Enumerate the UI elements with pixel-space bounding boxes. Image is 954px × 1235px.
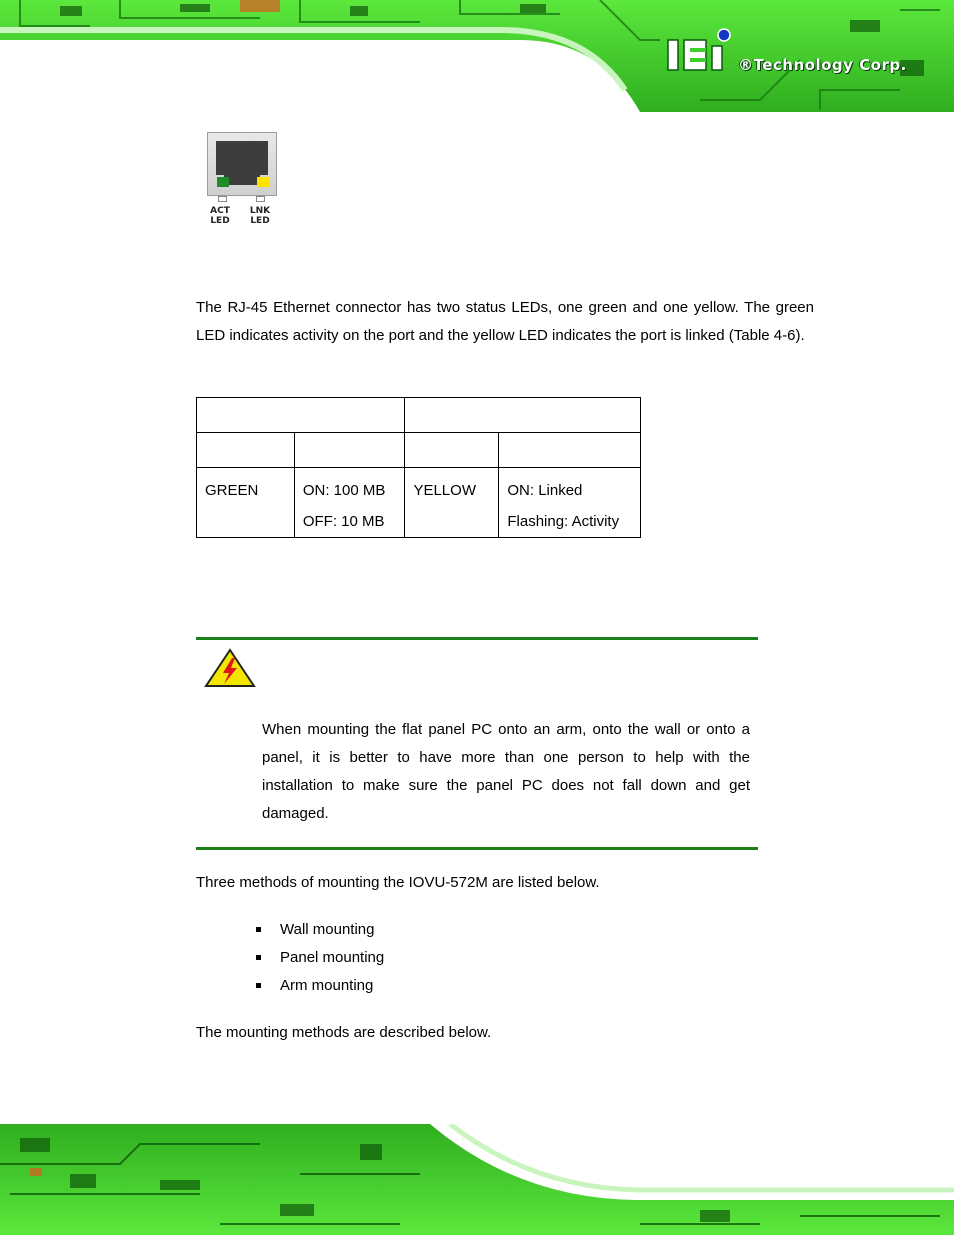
iei-logo-mark-icon bbox=[664, 26, 734, 76]
yellow-led-status-cell: ON: Linked Flashing: Activity bbox=[499, 468, 641, 538]
footer-circuit-graphic bbox=[0, 1124, 954, 1235]
bullet-icon bbox=[256, 983, 261, 988]
intro-paragraph: The RJ-45 Ethernet connector has two status LEDs, one green and one yellow. The green LED indicates activity on the port and the yellow LED indicates the port is linked (Table 4-6). bbox=[196, 299, 814, 344]
header-banner bbox=[0, 0, 954, 112]
rj45-housing bbox=[207, 132, 277, 196]
company-logo bbox=[664, 26, 934, 86]
list-item: Arm mounting bbox=[256, 972, 384, 1000]
warning-text: When mounting the flat panel PC onto an arm, onto the wall or onto a panel, it is better to have more than one person to help with the installation to make sure the panel PC does not fall down and get damaged. bbox=[262, 721, 750, 822]
yellow-led-cell: YELLOW bbox=[405, 468, 499, 538]
methods-intro: Three methods of mounting the IOVU-572M are listed below. bbox=[196, 874, 600, 891]
rj45-connector-icon bbox=[206, 132, 278, 230]
led-table bbox=[196, 397, 641, 538]
rj45-port bbox=[216, 141, 268, 175]
warning-top-rule bbox=[196, 637, 758, 640]
lnk-led-label: LNK LED bbox=[249, 206, 271, 226]
warning-bottom-rule bbox=[196, 847, 758, 850]
act-led-label: ACT LED bbox=[210, 206, 230, 226]
table-row bbox=[197, 468, 641, 538]
mounting-methods-list bbox=[256, 916, 384, 1000]
bullet-icon bbox=[256, 955, 261, 960]
table-subheader-cell bbox=[197, 433, 295, 468]
bullet-icon bbox=[256, 927, 261, 932]
table-header-cell bbox=[197, 398, 405, 433]
table-header-cell bbox=[405, 398, 641, 433]
list-item: Panel mounting bbox=[256, 944, 384, 972]
green-led-status-cell: ON: 100 MB OFF: 10 MB bbox=[294, 468, 405, 538]
footer-banner bbox=[0, 1124, 954, 1235]
table-subheader-cell bbox=[294, 433, 405, 468]
green-led-cell: GREEN bbox=[197, 468, 295, 538]
warning-lightning-icon bbox=[204, 648, 256, 688]
table-subheader-cell bbox=[405, 433, 499, 468]
list-item: Wall mounting bbox=[256, 916, 384, 944]
green-led-icon bbox=[217, 177, 229, 187]
yellow-led-icon bbox=[257, 177, 269, 187]
closing-paragraph: The mounting methods are described below. bbox=[196, 1024, 492, 1041]
table-subheader-cell bbox=[499, 433, 641, 468]
logo-text: ®Technology Corp. bbox=[738, 56, 907, 74]
